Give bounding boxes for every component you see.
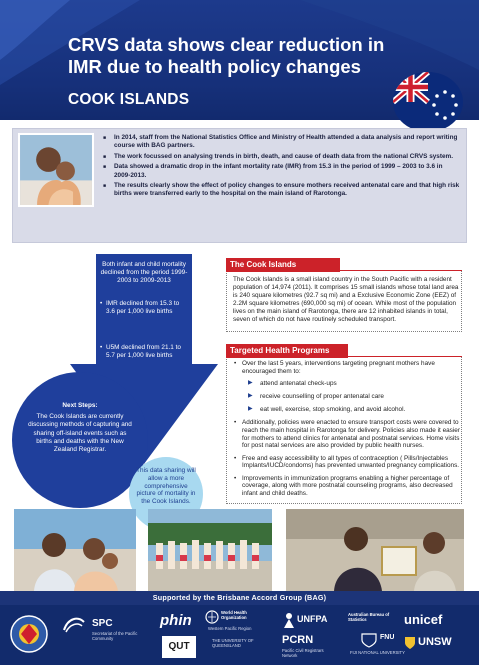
bullet-icon: • [100,300,103,307]
program-item: • Improvements in immunization programs enabling a higher percentage of coverage, along with more postnatal counseling programs, also decreased infant and child deaths. [230,475,460,499]
program-item: • Additionally, policies were enacted to ensure transport costs were covered to reach the main hospital in Rarotonga for delivery. Policies also made it easier for mothers to attend clinics for antenatal and postnatal services. Home visits for post natal services are also provided by public health nurses. [230,419,460,451]
intro-bullet: ■ Data showed a dramatic drop in the infant mortality rate (IMR) from 15.3 in the period of 1999 – 2003 to 3.6 in 2009-2013. [103,163,460,180]
program-sub-item: ▶ receive counselling of proper antenatal care [230,393,460,401]
spc-logo-subtext: Secretariat of the Pacific Community [92,631,138,641]
who-logo-text: World Health Organization [221,610,247,620]
programs-list [230,360,460,502]
mother-child-photo [18,133,94,207]
unsw-logo: UNSW [418,636,452,648]
programs-heading: Targeted Health Programs [226,344,348,358]
supported-by-label: Supported by the Brisbane Accord Group (BAG) [152,593,327,602]
programs-lead: • Over the last 5 years, interventions targeting pregnant mothers have encouraged them to: [230,360,460,376]
next-steps-text: The Cook Islands are currently discussing methods of capturing and sharing off-island events such as births and deaths with the New Zealand Registrar. [28,413,132,454]
bullet-icon: • [100,344,103,351]
imr-decline-text: IMR declined from 15.3 to 3.6 per 1,000 live births [106,300,180,316]
uq-logo: THE UNIVERSITY OF QUEENSLAND [212,638,254,648]
cook-islands-heading: The Cook Islands [226,258,340,272]
next-steps-title: Next Steps: [62,402,98,409]
family-photo [14,509,136,591]
qut-logo: QUT [162,636,196,658]
data-sharing-text: This data sharing will allow a more comprehensive picture of mortality in the Cook Islands. [136,467,196,506]
intro-bullet: ■ In 2014, staff from the National Statistics Office and Ministry of Health attended a data analysis and report writing course with BAG partners. [103,134,460,151]
u5m-decline-item [100,344,186,360]
fnu-logo-subtext: FIJI NATIONAL UNIVERSITY [350,650,405,655]
cook-islands-text: The Cook Islands is a small island country in the South Pacific with a resident population of 14,974 (2011). It comprises 15 small islands whose total land area is 240 square kilometres (92.7 sq mi) and a Exclusive Economic Zone (EEZ) of 2.2M square kilometres (690,000 sq mi) of ocean. While most of the population lives on the main island of Rarotonga, there are 12 inhabited islands in total, seven of which do not have routinely scheduled transport. [233,276,459,323]
program-item: • Free and easy accessibility to all types of contraception ( Pills/Injectables Implants/IUCD/condoms) has prevented unwanted pregnancy complications. [230,455,460,471]
unfpa-logo: UNFPA [297,614,328,624]
intro-bullet-list [103,134,460,201]
page-subtitle: COOK ISLANDS [68,91,190,108]
intro-bullet: ■ The results clearly show the effect of policy changes to ensure mothers received antenatal care and that high risk births were transferred early to the hospital on the main island of Rarotonga. [103,182,460,199]
fnu-logo: FNU [380,634,395,641]
cook-islands-crest-logo [8,610,50,660]
spc-wave-icon [62,614,86,634]
abs-logo: Australian Bureau of Statistics [348,612,390,622]
fnu-crest-icon [360,632,378,648]
unicef-logo: unicef [404,612,443,627]
intro-bullet: ■ The work focussed on analysing trends in birth, death, and cause of death data from the national CRVS system. [103,153,460,161]
imr-decline-item [100,300,186,316]
community-event-photo [148,509,272,591]
page-title: CRVS data shows clear reduction in IMR due to health policy changes [68,34,385,77]
unfpa-figure-icon [282,612,296,628]
program-sub-item: ▶ eat well, exercise, stop smoking, and avoid alcohol. [230,406,460,414]
program-sub-item: ▶ attend antenatal check-ups [230,380,460,388]
spc-logo-text: SPC [92,618,113,629]
next-steps-block [28,402,132,454]
phin-logo: phin [160,612,192,629]
mortality-decline-text: Both infant and child mortality declined from the period 1999-2003 to 2009-2013 [100,261,188,285]
spc-logo [62,614,86,639]
unsw-crest-icon [404,636,416,650]
cook-islands-flag-icon [393,72,463,132]
certificate-photo [286,509,464,591]
who-emblem-icon [205,610,219,624]
who-logo-subtext: Western Pacific Region [208,626,252,631]
u5m-decline-text: U5M declined from 21.1 to 5.7 per 1,000 live births [106,344,181,360]
pcrn-logo: PCRN [282,634,314,646]
pcrn-logo-subtext: Pacific Civil Registrars Network [282,648,324,658]
